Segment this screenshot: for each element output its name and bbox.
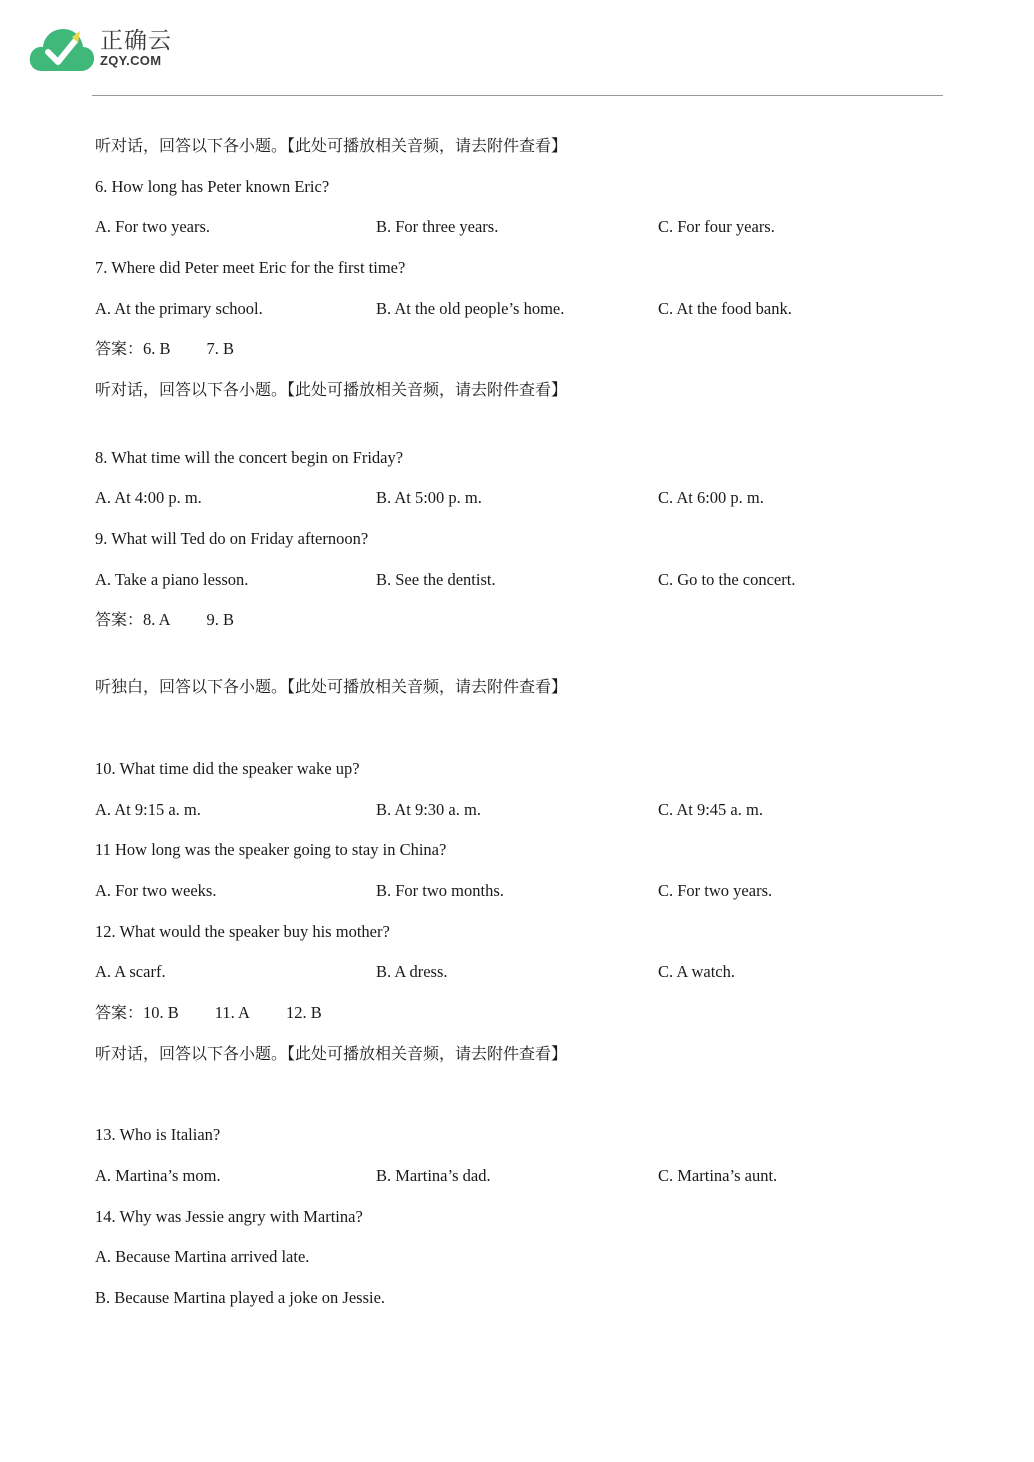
- option-b: B. A dress.: [376, 962, 448, 982]
- logo-wordmark: [100, 28, 172, 68]
- instruction-line: 听对话，回答以下各小题。【此处可播放相关音频，请去附件查看】: [95, 1043, 568, 1063]
- question-13: 13. Who is Italian?: [95, 1125, 221, 1145]
- option-a: A. For two weeks.: [95, 880, 217, 900]
- answer-label: 答案：: [95, 339, 144, 359]
- logo-domain: ZQY.COM: [100, 53, 162, 68]
- option-b: B. See the dentist.: [376, 569, 496, 589]
- answer-line: [95, 998, 955, 1039]
- option-b-line: B. Because Martina played a joke on Jessie.: [95, 1287, 386, 1307]
- site-header: [28, 20, 172, 76]
- answer-label: 答案：: [95, 1003, 144, 1022]
- option-a: A. At 4:00 p. m.: [95, 488, 202, 508]
- option-c: C. Martina’s aunt.: [658, 1165, 778, 1185]
- options-row-9: [95, 565, 955, 606]
- options-row-13: [95, 1161, 955, 1202]
- option-c: C. At 9:45 a. m.: [658, 799, 763, 819]
- option-c: C. For four years.: [658, 217, 775, 237]
- answer-line: [95, 334, 955, 375]
- logo-chinese-name: 正确云: [100, 28, 172, 54]
- answer-item: 10. B: [143, 1003, 179, 1022]
- header-divider: [92, 95, 943, 96]
- options-row-8: [95, 483, 955, 524]
- option-a: A. Take a piano lesson.: [95, 569, 249, 589]
- option-a: A. At the primary school.: [95, 298, 263, 318]
- options-row-11: [95, 876, 955, 917]
- question-10: 10. What time did the speaker wake up?: [95, 758, 360, 778]
- option-b: B. For three years.: [376, 217, 499, 237]
- option-b: B. Martina’s dad.: [376, 1165, 491, 1185]
- question-9: 9. What will Ted do on Friday afternoon?: [95, 529, 369, 548]
- answer-item: 8. A: [143, 610, 171, 630]
- question-8: 8. What time will the concert begin on Friday?: [95, 447, 404, 467]
- question-7: 7. Where did Peter meet Eric for the first time?: [95, 258, 406, 278]
- answer-line: [95, 605, 955, 672]
- option-b: B. At the old people’s home.: [376, 298, 565, 318]
- options-row-10: [95, 795, 955, 836]
- answer-item: 9. B: [206, 610, 235, 630]
- options-row-6: [95, 212, 955, 253]
- option-a: A. At 9:15 a. m.: [95, 799, 201, 819]
- option-c: C. At the food bank.: [658, 298, 792, 318]
- cloud-check-logo-icon: [28, 21, 96, 75]
- question-12: 12. What would the speaker buy his mother?: [95, 921, 390, 941]
- question-11: 11 How long was the speaker going to stay in China?: [95, 840, 447, 860]
- option-a: A. For two years.: [95, 217, 211, 237]
- option-c: C. Go to the concert.: [658, 569, 796, 589]
- question-14: 14. Why was Jessie angry with Martina?: [95, 1206, 363, 1226]
- document-body: [95, 131, 955, 1324]
- question-6: 6. How long has Peter known Eric?: [95, 176, 330, 196]
- instruction-line: 听对话，回答以下各小题。【此处可播放相关音频，请去附件查看】: [95, 136, 568, 155]
- option-c: C. For two years.: [658, 880, 773, 900]
- option-b: B. At 5:00 p. m.: [376, 488, 482, 508]
- option-a-line: A. Because Martina arrived late.: [95, 1247, 310, 1267]
- answer-item: 7. B: [206, 339, 235, 359]
- instruction-line: 听对话，回答以下各小题。【此处可播放相关音频，请去附件查看】: [95, 380, 568, 400]
- option-c: C. At 6:00 p. m.: [658, 488, 764, 508]
- option-b: B. At 9:30 a. m.: [376, 799, 481, 819]
- option-a: A. A scarf.: [95, 962, 166, 982]
- options-row-7: [95, 294, 955, 335]
- answer-item: 12. B: [285, 1003, 322, 1022]
- answer-item: 11. A: [214, 1003, 250, 1022]
- option-a: A. Martina’s mom.: [95, 1165, 221, 1185]
- answer-label: 答案：: [95, 610, 144, 630]
- option-c: C. A watch.: [658, 962, 735, 982]
- answer-item: 6. B: [143, 339, 171, 359]
- instruction-line: 听独白，回答以下各小题。【此处可播放相关音频，请去附件查看】: [95, 677, 568, 697]
- option-b: B. For two months.: [376, 880, 504, 900]
- options-row-12: [95, 957, 955, 998]
